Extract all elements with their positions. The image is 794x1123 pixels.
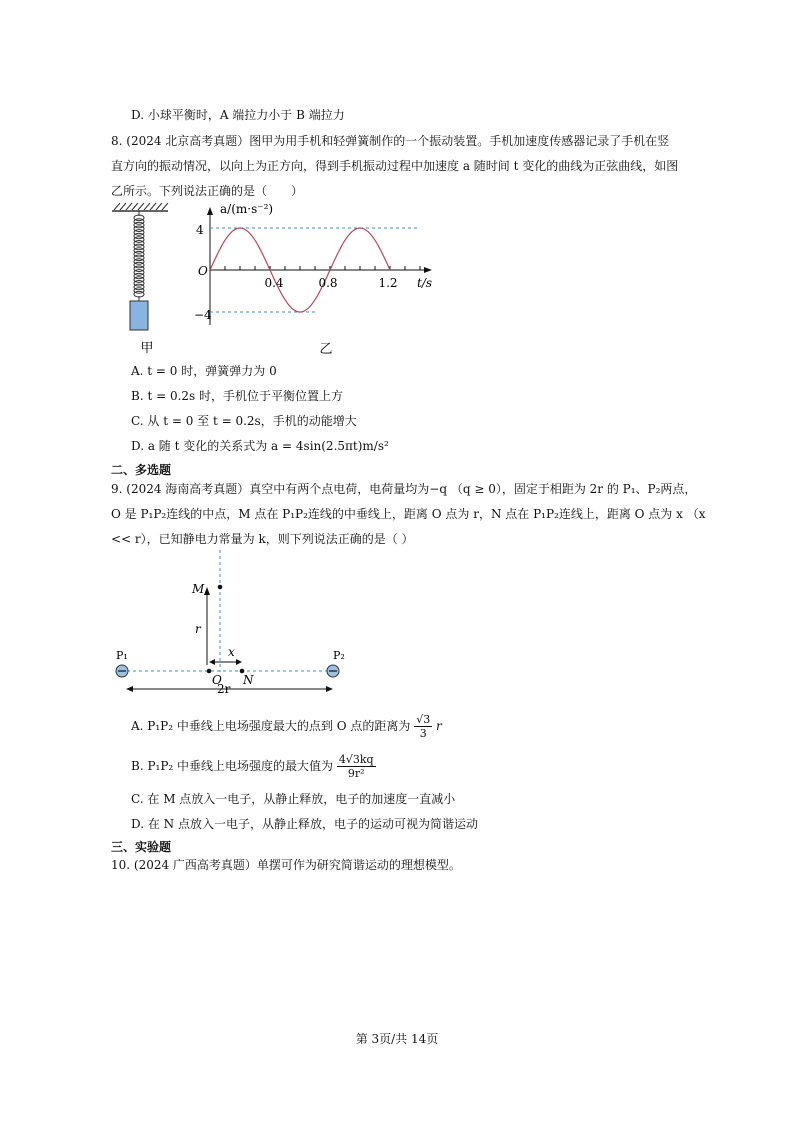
q9-option-a-numerator: √3 (416, 713, 431, 726)
label-o: O (212, 673, 222, 687)
q9-option-a (131, 710, 442, 742)
label-jia: 甲 (140, 341, 154, 356)
r-arrow-head (204, 587, 210, 595)
label-x: x (228, 645, 235, 659)
q9-option-b-denominator: 9r² (347, 767, 365, 780)
chart-xtick-1-2: 1.2 (378, 276, 398, 290)
label-p1: P₁ (116, 649, 128, 662)
x-arrow-head-left (209, 659, 215, 665)
q8-stem-line-1: 8. (2024 北京高考真题）图甲为用手机和轻弹簧制作的一个振动装置。手机加速度传感器记录了手机在竖 (111, 134, 670, 148)
label-2r: 2r (217, 682, 231, 696)
q8-stem-line-3: 乙所示。下列说法正确的是（ ） (111, 184, 304, 198)
point-m (218, 585, 223, 590)
chart-ylabel: a/(m·s⁻²) (220, 202, 274, 216)
section-experiment-heading: 三、实验题 (111, 840, 172, 854)
q9-stem-line-3: << r），已知静电力常量为 k，则下列说法正确的是（ ） (111, 532, 414, 546)
figure-jia-spring-device (110, 200, 180, 360)
ceiling-hatch (112, 203, 168, 211)
q9-option-b-fraction (337, 753, 376, 780)
q9-option-c: C. 在 M 点放入一电子，从静止释放，电子的加速度一直减小 (131, 792, 456, 806)
x-arrow-head-right (236, 659, 242, 665)
two-r-arrow-head-left (126, 686, 133, 692)
chart-xtick-0-8: 0.8 (318, 276, 338, 290)
point-o (207, 669, 212, 674)
q9-option-a-denominator: 3 (419, 727, 427, 740)
label-r: r (195, 622, 201, 636)
q9-stem-line-1: 9. (2024 海南高考真题）真空中有两个点电荷，电荷量均为−q （q ≥ 0），固定于相距为 2r 的 P₁、P₂两点， (111, 482, 697, 496)
q9-charges-figure (110, 545, 360, 700)
label-n: N (243, 673, 254, 687)
q9-option-b-text: B. P₁P₂ 中垂线上电场强度的最大值为 (131, 759, 334, 773)
q9-option-d: D. 在 N 点放入一电子，从静止释放，电子的运动可视为简谐运动 (131, 817, 478, 831)
q9-option-a-suffix: r (436, 719, 442, 733)
q9-option-a-text: A. P₁P₂ 中垂线上电场强度最大的点到 O 点的距离为 (131, 719, 411, 733)
q9-option-a-fraction (414, 713, 432, 740)
q8-option-b: B. t = 0.2s 时，手机位于平衡位置上方 (131, 389, 344, 403)
q8-stem-line-2: 直方向的振动情况，以向上为正方向，得到手机振动过程中加速度 a 随时间 t 变化的曲线为正弦曲线，如图 (111, 159, 679, 173)
chart-x-axis-arrow (424, 267, 432, 273)
q8-option-a: A. t = 0 时，弹簧弹力为 0 (131, 364, 277, 378)
two-r-arrow-head-right (326, 686, 333, 692)
phone-mass (130, 301, 148, 330)
q9-stem-line-2: O 是 P₁P₂连线的中点，M 点在 P₁P₂连线的中垂线上，距离 O 点为 r，N 点在 P₁P₂连线上，距离 O 点为 x （x (111, 507, 706, 521)
q9-option-b (131, 750, 376, 782)
chart-ytick-minus4: −4 (194, 308, 212, 322)
q8-option-d: D. a 随 t 变化的关系式为 a = 4sin(2.5πt)m/s² (131, 439, 389, 453)
chart-y-axis-arrow (207, 207, 213, 215)
q8-option-c: C. 从 t = 0 至 t = 0.2s，手机的动能增大 (131, 414, 357, 428)
section-multi-choice-heading: 二、多选题 (111, 463, 172, 477)
q10-stem-line-1: 10. (2024 广西高考真题）单摆可作为研究简谐运动的理想模型。 (111, 858, 461, 872)
figure-yi-acceleration-chart (190, 195, 440, 360)
chart-xtick-0-4: 0.4 (264, 276, 284, 290)
chart-ytick-4: 4 (196, 223, 204, 237)
q9-option-b-numerator: 4√3kq (338, 753, 374, 766)
label-p2: P₂ (333, 649, 345, 662)
spring-coil (134, 211, 144, 301)
chart-xlabel: t/s (417, 276, 433, 290)
label-m: M (192, 582, 205, 596)
label-yi: 乙 (319, 342, 333, 357)
page-footer: 第 3页/共 14页 (355, 1032, 439, 1046)
q7-option-d: D. 小球平衡时，A 端拉力小于 B 端拉力 (131, 108, 345, 122)
chart-origin-label: O (198, 264, 208, 278)
